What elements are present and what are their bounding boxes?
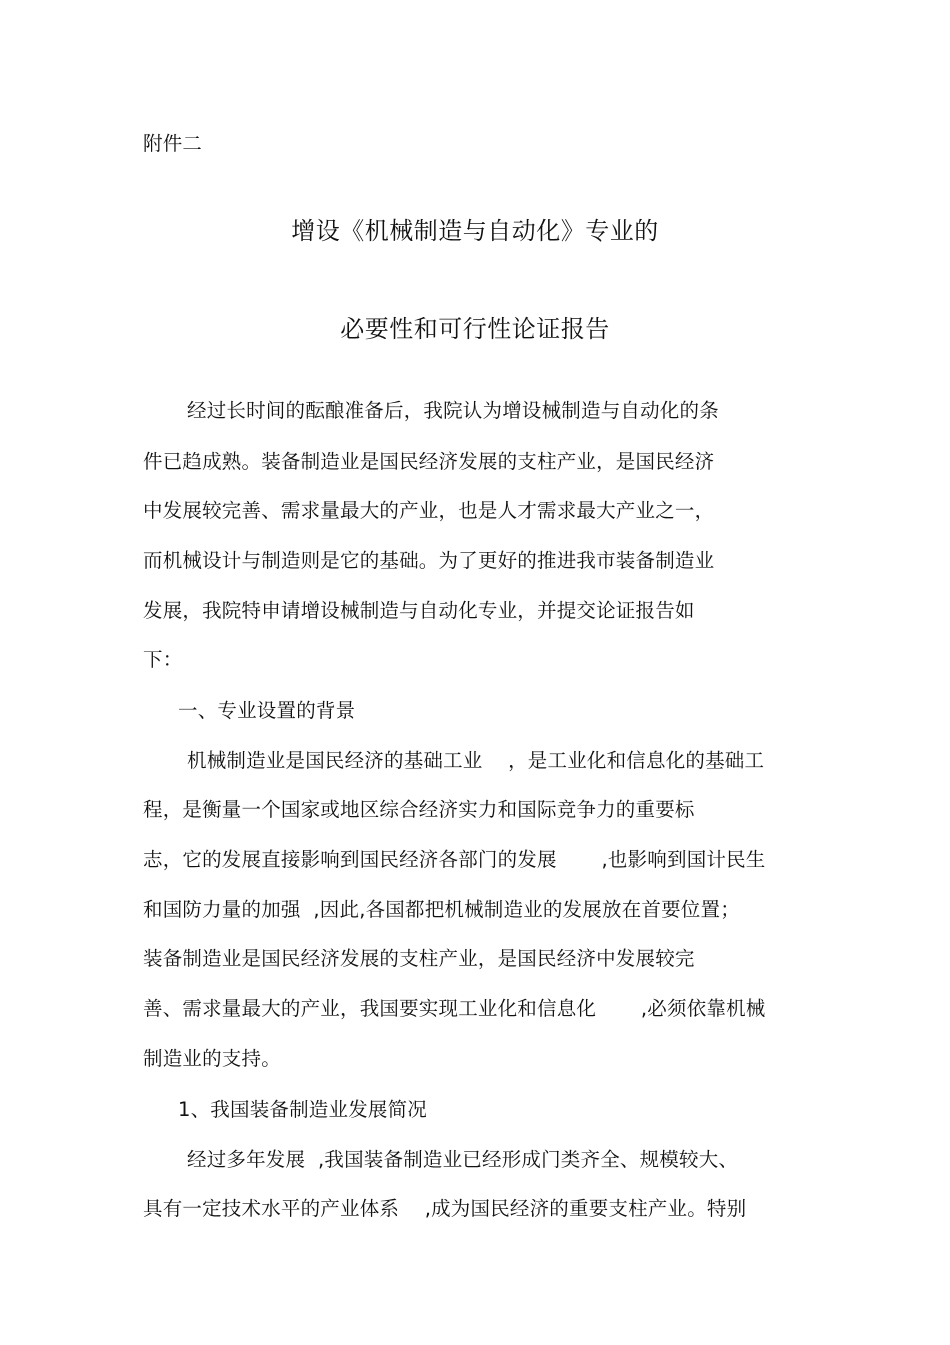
intro-line: 件已趋成熟。装备制造业是国民经济发展的支柱产业，是国民经济 (143, 450, 715, 473)
section-line: 和国防力量的加强 ,因此,各国都把机械制造业的发展放在首要位置； (143, 898, 740, 921)
intro-line: 发展，我院特申请增设械制造与自动化专业，并提交论证报告如 (143, 599, 695, 622)
intro-line: 下： (143, 648, 183, 671)
intro-line: 而机械设计与制造则是它的基础。为了更好的推进我市装备制造业 (143, 549, 715, 572)
title-line-2: 必要性和可行性论证报告 (340, 315, 610, 343)
subsection-line: 经过多年发展 ,我国装备制造业已经形成门类齐全、规模较大、 (187, 1148, 739, 1171)
section-line: 制造业的支持。 (143, 1047, 281, 1070)
intro-line: 中发展较完善、需求量最大的产业，也是人才需求最大产业之一， (143, 499, 715, 522)
section-heading: 一、专业设置的背景 (178, 699, 356, 722)
subsection-line: 具有一定技术水平的产业体系 ,成为国民经济的重要支柱产业。特别 (143, 1197, 747, 1220)
title-line-1: 增设《机械制造与自动化》专业的 (291, 217, 659, 245)
attachment-label: 附件二 (143, 132, 203, 155)
section-line: 程，是衡量一个国家或地区综合经济实力和国际竞争力的重要标 (143, 798, 695, 821)
section-line: 机械制造业是国民经济的基础工业 ，是工业化和信息化的基础工 (187, 749, 765, 772)
section-line: 装备制造业是国民经济发展的支柱产业，是国民经济中发展较完 (143, 947, 695, 970)
section-line: 志，它的发展直接影响到国民经济各部门的发展 ,也影响到国计民生 (143, 848, 766, 871)
section-line: 善、需求量最大的产业，我国要实现工业化和信息化 ,必须依靠机械 (143, 997, 766, 1020)
intro-line: 经过长时间的酝酿准备后，我院认为增设械制造与自动化的条 (187, 399, 719, 422)
subsection-heading: 1、我国装备制造业发展简况 (178, 1098, 428, 1121)
